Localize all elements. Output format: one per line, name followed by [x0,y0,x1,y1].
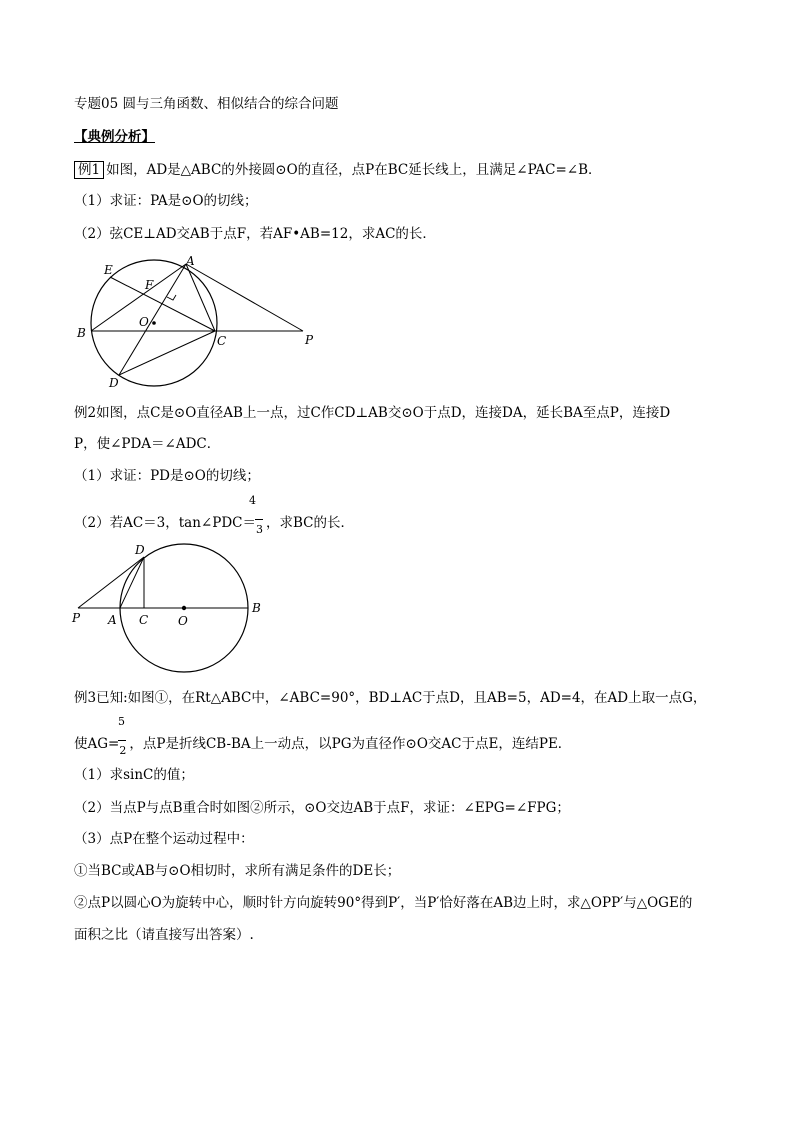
example2-figure [68,540,268,675]
line-dc [119,331,215,375]
example1-stem [74,161,602,179]
example3-line2-suffix: ，点P是折线CB-BA上一动点，以PG为直径作⊙O交AC于点E，连结PE． [129,736,572,752]
example1-q2: （2）弦CE⊥AD交AB于点F，若AF•AB=12，求AC的长． [74,226,436,242]
example2-q2 [74,514,354,536]
example2-frac-bar [255,519,263,520]
center-dot [182,606,186,610]
example3-q2: （2）当点P与点B重合时如图②所示，⊙O交边AB于点F，求证：∠EPG=∠FPG； [74,800,570,816]
fig1-label-p: P [305,333,314,347]
line-pd [78,557,144,608]
example2-q2-suffix: ，求BC的长． [265,515,354,531]
fig2-label-a: A [108,613,117,627]
example3-q3: （3）点P在整个运动过程中： [74,831,254,847]
fig1-label-e: E [104,263,113,277]
example1-figure [70,255,330,390]
example3-q1: （1）求sinC的值； [74,767,194,783]
fig2-label-o: O [178,614,188,628]
fig1-label-o: O [139,315,149,329]
fig2-label-d: D [135,543,145,557]
fig1-label-a: A [186,255,195,268]
example3-frac-bar [118,740,126,741]
section-heading: 【典例分析】 [74,129,155,145]
example3-frac-num: 5 [118,715,125,728]
example1-label: 例1 [74,161,104,179]
fig2-label-b: B [252,601,261,615]
example1-stem-text: 如图，AD是△ABC的外接圆⊙O的直径，点P在BC延长线上，且满足∠PAC=∠B． [106,162,602,178]
right-angle-mark [167,295,176,300]
fig2-label-c: C [139,613,149,627]
page-title: 专题05 圆与三角函数、相似结合的综合问题 [74,96,339,112]
example2-stem-line2: P，使∠PDA＝∠ADC． [74,436,221,452]
line-ce [110,277,215,331]
fig1-label-f: F [145,278,154,292]
fig2-label-p: P [72,611,81,625]
example2-q1: （1）求证：PD是⊙O的切线； [74,468,260,484]
example2-frac-den: 3 [255,523,263,536]
line-ap [186,264,303,331]
example3-q3b-line1: ②点P以圆心O为旋转中心，顺时针方向旋转90°得到P′，当P′恰好落在AB边上时，求△OPP′与△OGE的 [74,895,693,911]
example3-line2-prefix: 使AG= [74,736,120,752]
example3-frac-den: 2 [119,744,127,757]
example2-stem-line1: 例2如图，点C是⊙O直径AB上一点，过C作CD⊥AB交⊙O于点D，连接DA，延长BA至点P，连接D [74,405,671,421]
line-ac [186,264,215,331]
example3-line2 [74,735,572,757]
fig1-label-b: B [77,326,86,340]
example2-q2-prefix: （2）若AC＝3，tan∠PDC＝ [74,515,256,531]
example1-q1: （1）求证：PA是⊙O的切线； [74,193,258,209]
example3-q3b-line2: 面积之比（请直接写出答案）. [74,927,254,943]
line-ad [120,557,144,608]
fig1-label-d: D [109,376,119,390]
center-dot [152,321,156,325]
example3-line1: 例3已知:如图①，在Rt△ABC中，∠ABC=90°，BD⊥AC于点D，且AB=5，AD=4，在AD上取一点G， [74,690,707,706]
fig1-label-c: C [217,334,227,348]
example2-frac-num: 4 [249,494,256,507]
example3-q3a: ①当BC或AB与⊙O相切时，求所有满足条件的DE长； [74,863,401,879]
